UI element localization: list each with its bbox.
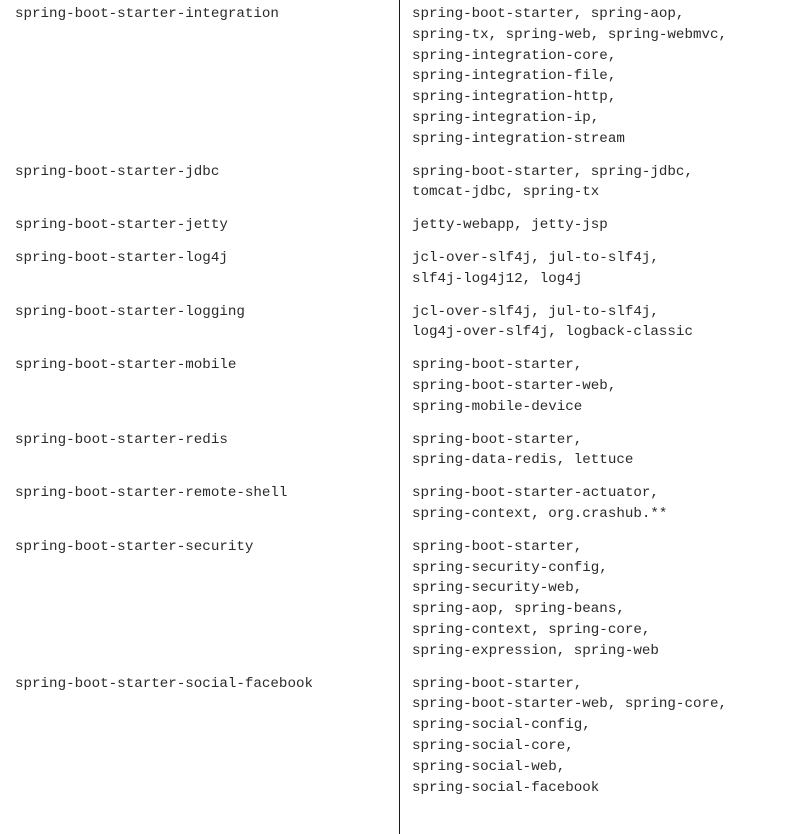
dependency-line: spring-integration-http, [412, 89, 617, 106]
dependency-line: jetty-webapp, jetty-jsp [412, 217, 608, 234]
dependency-line: spring-context, spring-core, [412, 621, 651, 638]
table-row [0, 483, 786, 525]
starter-name: spring-boot-starter-integration [15, 6, 279, 22]
dependency-list [399, 162, 693, 204]
table-row [0, 537, 786, 662]
dependency-list [399, 674, 727, 799]
starter-name: spring-boot-starter-jetty [15, 217, 228, 234]
dependency-line: spring-mobile-device [412, 398, 583, 415]
dependency-line: spring-boot-starter, spring-jdbc, [412, 163, 693, 180]
dependency-list [399, 4, 727, 150]
starter-name: spring-boot-starter-redis [15, 431, 228, 448]
dependency-line: spring-aop, spring-beans, [412, 601, 625, 618]
starter-name: spring-boot-starter-mobile [15, 357, 237, 374]
dependency-line: spring-integration-core, [412, 47, 617, 64]
dependency-line: spring-boot-starter-web, [412, 377, 617, 394]
dependency-list [399, 483, 667, 525]
dependency-line: spring-boot-starter, [412, 675, 583, 692]
starter-name: spring-boot-starter-remote-shell [15, 485, 288, 502]
table-row [0, 430, 786, 472]
dependency-line: jcl-over-slf4j, jul-to-slf4j, [412, 249, 659, 266]
dependency-line: jcl-over-slf4j, jul-to-slf4j, [412, 303, 659, 320]
dependency-line: spring-boot-starter-web, spring-core, [412, 696, 728, 713]
dependency-line: slf4j-log4j12, log4j [412, 270, 583, 287]
dependency-list [399, 430, 633, 472]
dependency-line: spring-social-config, [412, 717, 591, 734]
dependency-line: spring-integration-stream [412, 130, 625, 147]
starter-name: spring-boot-starter-jdbc [15, 163, 220, 180]
dependency-line: spring-integration-ip, [412, 109, 600, 126]
dependency-line: spring-boot-starter, [412, 357, 583, 374]
dependency-line: tomcat-jdbc, spring-tx [412, 184, 600, 201]
dependency-list [399, 355, 616, 417]
dependency-line: spring-expression, spring-web [412, 642, 659, 659]
dependency-line: log4j-over-slf4j, logback-classic [412, 324, 693, 341]
table-row [0, 302, 786, 344]
dependency-line: spring-boot-starter-actuator, [412, 485, 659, 502]
dependency-line: spring-boot-starter, [412, 538, 583, 555]
table-row [0, 674, 786, 799]
dependency-list [399, 248, 659, 290]
table-row [0, 4, 786, 150]
table-row [0, 248, 786, 290]
table-row [0, 162, 786, 204]
dependency-list [399, 215, 608, 236]
dependency-line: spring-social-web, [412, 758, 566, 775]
starter-name: spring-boot-starter-security [15, 538, 254, 555]
dependency-line: spring-boot-starter, spring-aop, [412, 6, 685, 22]
dependency-list [399, 302, 693, 344]
starter-name: spring-boot-starter-logging [15, 303, 245, 320]
dependency-line: spring-context, org.crashub.** [412, 505, 668, 522]
dependency-line: spring-boot-starter, [412, 431, 583, 448]
dependency-line: spring-social-facebook [412, 779, 600, 796]
dependency-line: spring-data-redis, lettuce [412, 452, 634, 469]
dependency-line: spring-security-web, [412, 580, 583, 597]
dependency-list [399, 537, 659, 662]
table-row [0, 215, 786, 236]
starter-name: spring-boot-starter-social-facebook [15, 675, 313, 692]
dependency-line: spring-social-core, [412, 737, 574, 754]
dependency-line: spring-integration-file, [412, 68, 617, 85]
starter-name: spring-boot-starter-log4j [15, 249, 228, 266]
dependency-line: spring-tx, spring-web, spring-webmvc, [412, 26, 728, 43]
dependency-line: spring-security-config, [412, 559, 608, 576]
starter-dependency-table [0, 4, 786, 810]
table-row [0, 355, 786, 417]
